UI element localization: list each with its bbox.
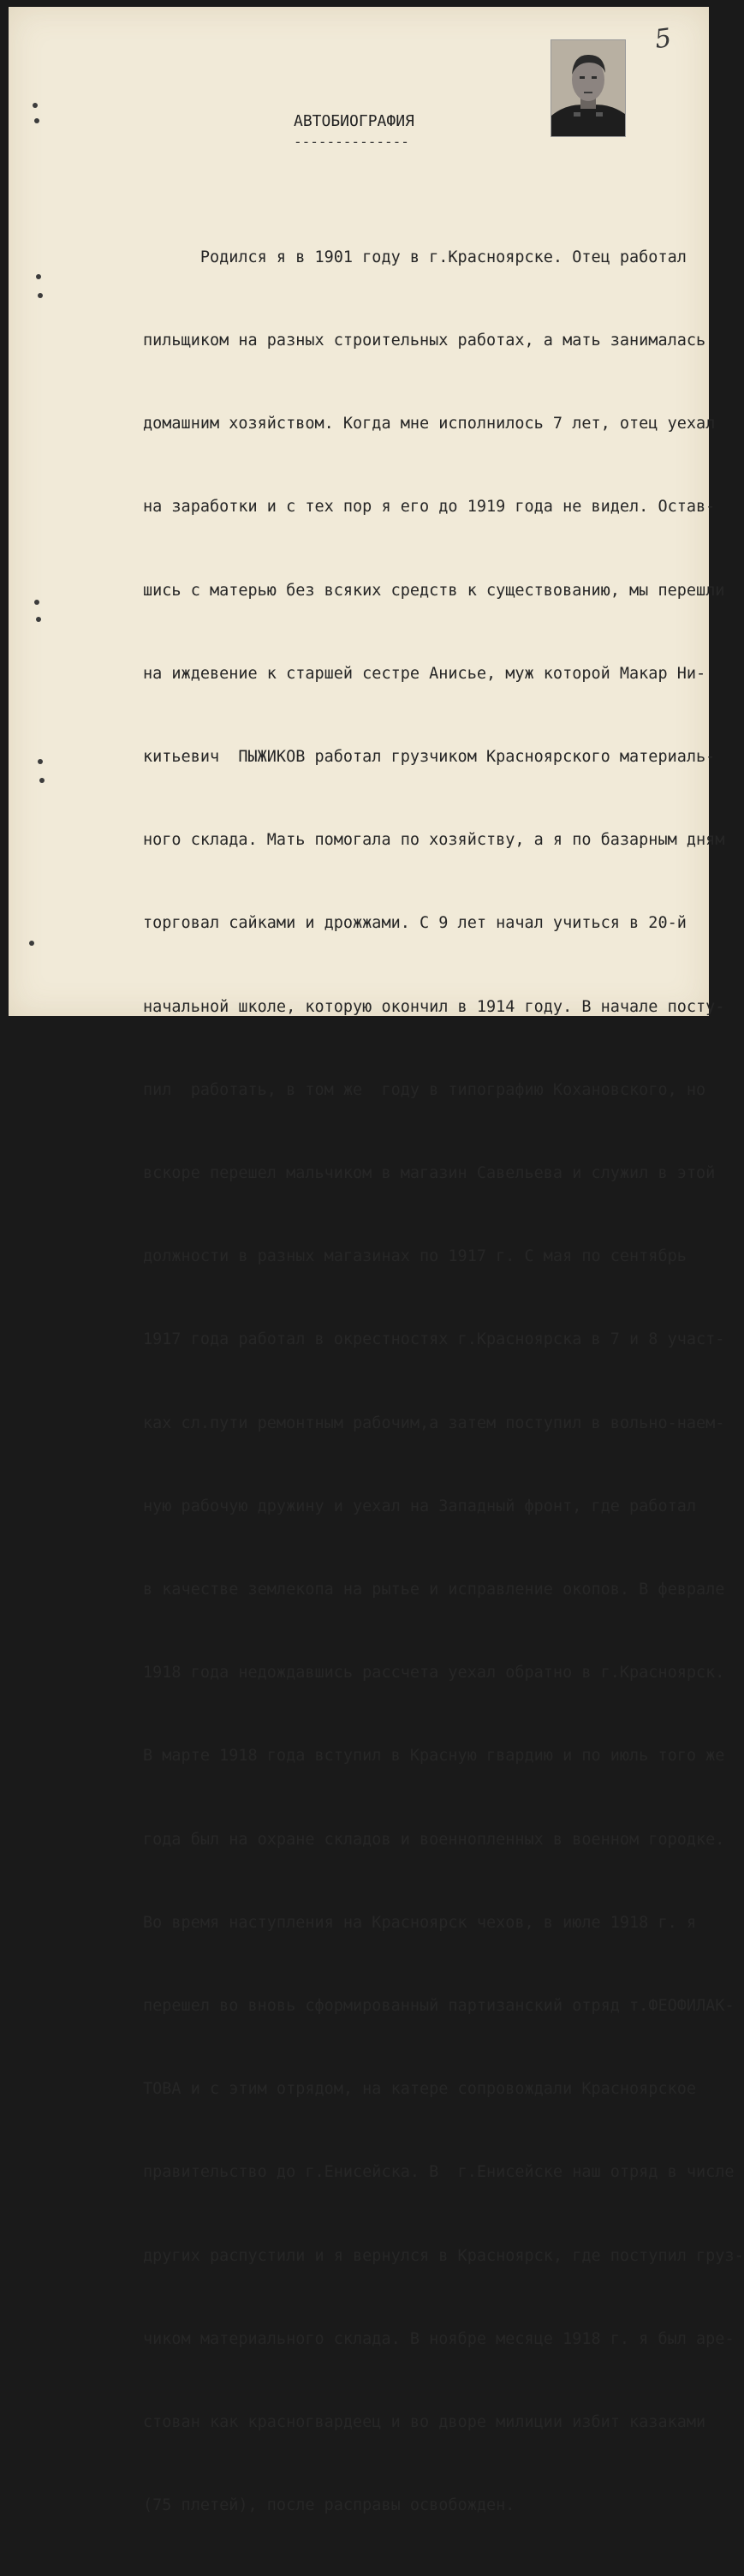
binding-hole (36, 617, 41, 622)
binding-hole (29, 941, 34, 946)
binding-hole (38, 759, 43, 764)
text-line: в качестве землекопа на рытье и исправление окопов. В феврале (143, 1581, 725, 1599)
text-line: вскоре перешел мальчиком в магазин Савельева и служил в этой (143, 1164, 716, 1183)
text-line: ках сл.пути ремонтным рабочим,а затем поступил в вольно-наем- (143, 1414, 725, 1432)
binding-hole (34, 118, 39, 123)
text-line: на заработки и с тех пор я его до 1919 года не видел. Остав- (143, 498, 716, 517)
text-line: Во время наступления на Красноярск чехов, в июле 1918 г. я (143, 1913, 697, 1932)
binding-hole (39, 778, 45, 783)
text-line: чиком материального склада. В ноябре месяце 1918 г. я был аре- (143, 2329, 735, 2348)
text-line: Родился я в 1901 году в г.Красноярске. Отец работал (143, 248, 687, 266)
text-line: стован как красногвардеец и во дворе милиции избит казаками (143, 2413, 706, 2432)
page-number: 5 (652, 22, 674, 56)
text-line: 1918 года недождавшись рассчета уехал обратно в г.Красноярск. (143, 1664, 725, 1682)
title-underline: -------------- (294, 134, 409, 150)
text-line: В марте 1918 года вступил в Красную гвардию и по июль того же (143, 1747, 725, 1766)
binding-hole (33, 103, 38, 108)
text-line: торговал сайками и дрожжами. С 9 лет начал учиться в 20-й (143, 914, 687, 933)
binding-hole (38, 293, 43, 298)
text-line: домашним хозяйством. Когда мне исполнилось 7 лет, отец уехал (143, 415, 716, 433)
text-line: начальной школе, которую окончил в 1914 году. В начале посту- (143, 997, 725, 1016)
text-line: перешел во вновь сформированный партизанский отряд т.ФЕОФИЛАК- (143, 1997, 735, 2016)
document-page (9, 7, 744, 2515)
text-line: ную рабочую дружину и уехал на Западный фронт, где работал (143, 1497, 697, 1515)
text-line: других распустили и я вернулся в Красноярск, где поступил груз- (143, 2246, 744, 2265)
document-title: АВТОБИОГРАФИЯ (294, 112, 414, 130)
text-line: шись с матерью без всяких средств к существованию, мы перешли (143, 581, 725, 600)
binding-hole (34, 600, 39, 605)
text-line: на иждевение к старшей сестре Анисье, муж которой Макар Ни- (143, 664, 706, 683)
text-line: пил работать, в том же году в типографию Кохановского, но (143, 1080, 706, 1099)
text-line: года был на охране складов и военнопленных в военном городке. (143, 1830, 725, 1849)
text-line: должности в разных магазинах по 1917 г. С мая по сентябрь (143, 1247, 687, 1266)
text-line: 1917 года работал в окрестностях г.Красноярска в 7 и 8 участ- (143, 1330, 725, 1349)
text-line: китьевич ПЫЖИКОВ работал грузчиком Красноярского материаль- (143, 748, 716, 767)
text-line: ТОВА и с этим отрядом, на катере сопровождали Красноярское (143, 2080, 697, 2099)
text-line: пильщиком на разных строительных работах, а мать занималась (143, 332, 706, 350)
text-line: ного склада. Мать помогала по хозяйству, а я по базарным дням (143, 831, 725, 850)
text-line: правительство до г.Енисейска. В г.Енисейске наш отряд в числе (143, 2163, 735, 2182)
binding-hole (36, 274, 41, 279)
text-line: (75 плетей), после расправы освобожден. (143, 2496, 515, 2515)
portrait-photo (551, 39, 626, 137)
body-text (143, 188, 744, 2576)
